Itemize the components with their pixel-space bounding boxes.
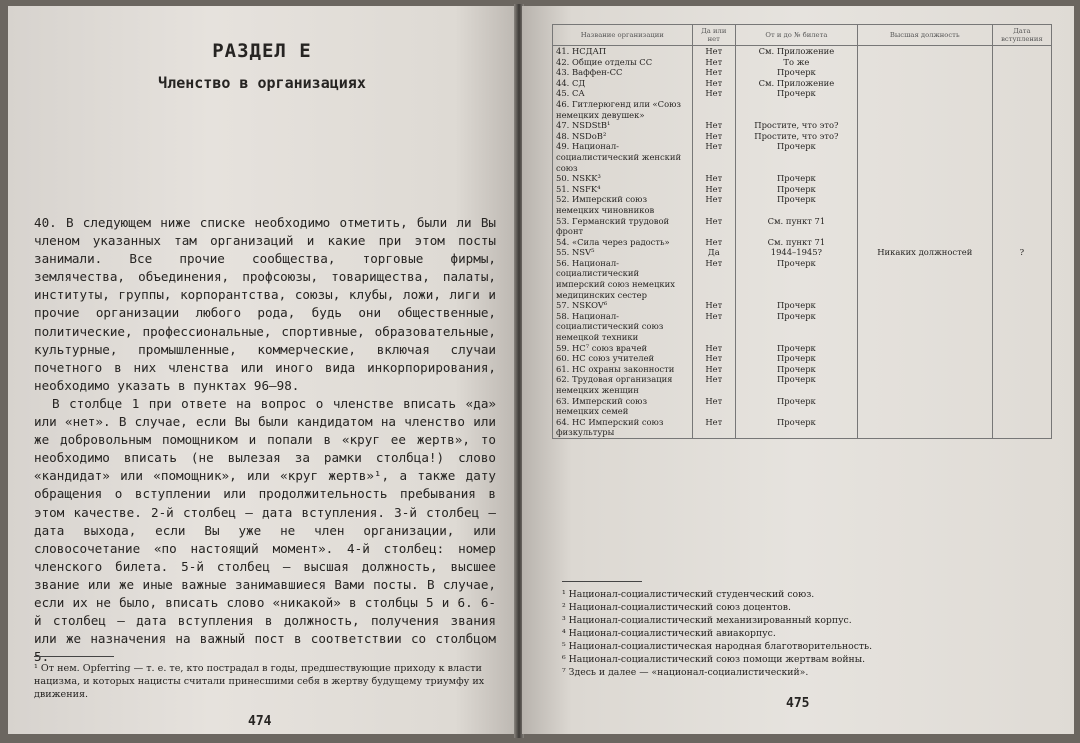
ticket-cell: См. Приложение xyxy=(736,46,858,57)
yes-no-cell: Нет xyxy=(692,57,736,68)
header-post: Высшая должность xyxy=(857,25,992,46)
table-row xyxy=(553,173,1052,184)
date-cell xyxy=(992,353,1051,364)
table-row xyxy=(553,99,1052,120)
yes-no-cell xyxy=(692,99,736,120)
table-row xyxy=(553,67,1052,78)
ticket-cell: Прочерк xyxy=(736,300,858,311)
yes-no-cell: Нет xyxy=(692,88,736,99)
date-cell xyxy=(992,417,1051,439)
post-cell xyxy=(857,258,992,300)
ticket-cell: Прочерк xyxy=(736,67,858,78)
footnotes xyxy=(562,588,1042,679)
table-row xyxy=(553,247,1052,258)
post-cell xyxy=(857,57,992,68)
org-name-cell: 63. Имперский союз немецких семей xyxy=(553,396,693,417)
org-name-cell: 54. «Сила через радость» xyxy=(553,237,693,248)
table-row xyxy=(553,396,1052,417)
yes-no-cell: Нет xyxy=(692,417,736,439)
yes-no-cell: Нет xyxy=(692,258,736,300)
post-cell xyxy=(857,364,992,375)
footnotes-divider xyxy=(562,581,642,582)
post-cell xyxy=(857,184,992,195)
body-text xyxy=(34,214,496,666)
post-cell xyxy=(857,417,992,439)
org-name-cell: 62. Трудовая организация немецких женщин xyxy=(553,374,693,395)
page-number-left: 474 xyxy=(248,714,272,729)
org-name-cell: 60. НС союз учителей xyxy=(553,353,693,364)
yes-no-cell: Да xyxy=(692,247,736,258)
yes-no-cell: Нет xyxy=(692,237,736,248)
ticket-cell: Прочерк xyxy=(736,194,858,215)
footnote: ¹ От нем. Opferring — т. е. те, кто пострадал в годы, предшествующие приходу к власти нацизма, и которых нацисты считали принесшими себя в жертву будущему триумфу их движения. xyxy=(34,663,485,700)
ticket-cell: Прочерк xyxy=(736,184,858,195)
table-row xyxy=(553,57,1052,68)
post-cell xyxy=(857,173,992,184)
ticket-cell: Прочерк xyxy=(736,311,858,343)
org-name-cell: 47. NSDStB¹ xyxy=(553,120,693,131)
yes-no-cell: Нет xyxy=(692,353,736,364)
post-cell xyxy=(857,374,992,395)
date-cell xyxy=(992,141,1051,173)
date-cell xyxy=(992,343,1051,354)
page-number-right: 475 xyxy=(786,696,810,711)
yes-no-cell: Нет xyxy=(692,364,736,375)
ticket-cell: Прочерк xyxy=(736,343,858,354)
yes-no-cell: Нет xyxy=(692,131,736,142)
org-name-cell: 58. Национал-социалистический союз немецкой техники xyxy=(553,311,693,343)
yes-no-cell: Нет xyxy=(692,67,736,78)
post-cell xyxy=(857,46,992,57)
table-row xyxy=(553,194,1052,215)
header-name: Название организации xyxy=(553,25,693,46)
yes-no-cell: Нет xyxy=(692,374,736,395)
date-cell xyxy=(992,300,1051,311)
org-name-cell: 51. NSFK⁴ xyxy=(553,184,693,195)
ticket-cell: Прочерк xyxy=(736,353,858,364)
yes-no-cell: Нет xyxy=(692,194,736,215)
table-header-row xyxy=(553,25,1052,46)
yes-no-cell: Нет xyxy=(692,216,736,237)
post-cell xyxy=(857,67,992,78)
footnote-item: ³ Национал-социалистический механизированный корпус. xyxy=(562,615,852,626)
yes-no-cell: Нет xyxy=(692,46,736,57)
date-cell xyxy=(992,120,1051,131)
date-cell xyxy=(992,67,1051,78)
ticket-cell: См. пункт 71 xyxy=(736,216,858,237)
left-page xyxy=(8,6,516,734)
ticket-cell: Простите, что это? xyxy=(736,131,858,142)
footnote-item: ⁷ Здесь и далее — «национал-социалистический». xyxy=(562,667,809,678)
yes-no-cell: Нет xyxy=(692,184,736,195)
org-name-cell: 64. НС Имперский союз физкультуры xyxy=(553,417,693,439)
org-name-cell: 50. NSKK³ xyxy=(553,173,693,184)
org-name-cell: 59. НС⁷ союз врачей xyxy=(553,343,693,354)
table-row xyxy=(553,216,1052,237)
ticket-cell: То же xyxy=(736,57,858,68)
date-cell xyxy=(992,194,1051,215)
yes-no-cell: Нет xyxy=(692,300,736,311)
header-date: Дата вступления xyxy=(992,25,1051,46)
date-cell xyxy=(992,173,1051,184)
date-cell xyxy=(992,131,1051,142)
ticket-cell: Простите, что это? xyxy=(736,120,858,131)
footnote-item: ⁵ Национал-социалистическая народная благотворительность. xyxy=(562,641,873,652)
post-cell xyxy=(857,343,992,354)
table-row xyxy=(553,237,1052,248)
date-cell xyxy=(992,57,1051,68)
date-cell xyxy=(992,237,1051,248)
table-row xyxy=(553,364,1052,375)
org-name-cell: 41. НСДАП xyxy=(553,46,693,57)
table-row xyxy=(553,417,1052,439)
ticket-cell: 1944–1945? xyxy=(736,247,858,258)
post-cell xyxy=(857,141,992,173)
table-row xyxy=(553,343,1052,354)
table-row xyxy=(553,46,1052,57)
yes-no-cell: Нет xyxy=(692,396,736,417)
date-cell xyxy=(992,258,1051,300)
org-name-cell: 53. Германский трудовой фронт xyxy=(553,216,693,237)
yes-no-cell: Нет xyxy=(692,141,736,173)
ticket-cell: Прочерк xyxy=(736,258,858,300)
ticket-cell xyxy=(736,99,858,120)
yes-no-cell: Нет xyxy=(692,78,736,89)
organizations-table xyxy=(552,24,1052,439)
date-cell xyxy=(992,99,1051,120)
table-row xyxy=(553,353,1052,364)
section-title: РАЗДЕЛ Е xyxy=(212,40,312,62)
table-row xyxy=(553,311,1052,343)
table-row xyxy=(553,120,1052,131)
post-cell xyxy=(857,216,992,237)
footnote-divider xyxy=(34,656,114,657)
org-name-cell: 44. СД xyxy=(553,78,693,89)
yes-no-cell: Нет xyxy=(692,343,736,354)
post-cell xyxy=(857,120,992,131)
table-row xyxy=(553,88,1052,99)
date-cell xyxy=(992,396,1051,417)
ticket-cell: Прочерк xyxy=(736,396,858,417)
paragraph-1: 40. В следующем ниже списке необходимо отметить, были ли Вы членом указанных там организаций и какие при этом посты занимали. Все прочие сообщества, торговые фирмы, землячества, объединения, профсоюзы, товарищества, палаты, институты, группы, корпорантства, союзы, клубы, ложи, лиги и прочие организации любого рода, будь они общественные, политические, профессиональные, спортивные, образовательные, культурные, промышленные, коммерческие, включая случаи почетного в них членства или иного вида инкорпорирования, необходимо указать в пунктах 96–98. xyxy=(34,215,496,393)
ticket-cell: См. пункт 71 xyxy=(736,237,858,248)
date-cell xyxy=(992,46,1051,57)
org-name-cell: 57. NSKOV⁶ xyxy=(553,300,693,311)
post-cell xyxy=(857,99,992,120)
table-row xyxy=(553,184,1052,195)
org-name-cell: 46. Гитлерюгенд или «Союз немецких девушек» xyxy=(553,99,693,120)
ticket-cell: Прочерк xyxy=(736,417,858,439)
yes-no-cell: Нет xyxy=(692,120,736,131)
header-yes-no: Да или нет xyxy=(692,25,736,46)
org-name-cell: 43. Ваффен-СС xyxy=(553,67,693,78)
table-row xyxy=(553,258,1052,300)
section-subtitle: Членство в организациях xyxy=(158,74,366,92)
date-cell xyxy=(992,88,1051,99)
right-page xyxy=(522,6,1074,734)
date-cell xyxy=(992,184,1051,195)
post-cell xyxy=(857,396,992,417)
org-name-cell: 48. NSDoB² xyxy=(553,131,693,142)
footnote-item: ² Национал-социалистический союз доцентов. xyxy=(562,602,791,613)
date-cell xyxy=(992,374,1051,395)
paragraph-2: В столбце 1 при ответе на вопрос о членстве вписать «да» или «нет». В случае, если Вы были кандидатом на членство или же добровольным помощником и попали в «круг ее жертв», то необходимо вписать (не вылезая за рамки столбца!) слово «кандидат» или «помощник», или «круг жертв»¹, а также дату обращения о вступлении или продолжительность пребывания в этом качестве. 2-й столбец — дата вступления. 3-й столбец — дата выхода, если Вы уже не член организации, или словосочетание «по настоящий момент». 4-й столбец: номер членского билета. 5-й столбец — высшая должность, высшее звание или же иные важные занимавшиеся Вами посты. В случае, если их не было, вписать слово «никакой» в столбцы 5 и 6. 6-й столбец — дата вступления в должность, получения звания или же назначения на важный пост в соответствии со столбцом 5. xyxy=(34,395,496,665)
table-row xyxy=(553,131,1052,142)
table-row xyxy=(553,141,1052,173)
org-name-cell: 45. СА xyxy=(553,88,693,99)
ticket-cell: Прочерк xyxy=(736,141,858,173)
table-row xyxy=(553,78,1052,89)
footnote-item: ⁴ Национал-социалистический авиакорпус. xyxy=(562,628,776,639)
table-row xyxy=(553,374,1052,395)
org-name-cell: 52. Имперский союз немецких чиновников xyxy=(553,194,693,215)
date-cell xyxy=(992,311,1051,343)
org-name-cell: 42. Общие отделы СС xyxy=(553,57,693,68)
footnote-item: ⁶ Национал-социалистический союз помощи жертвам войны. xyxy=(562,654,866,665)
post-cell: Никаких должностей xyxy=(857,247,992,258)
header-ticket: От и до № билета xyxy=(736,25,858,46)
ticket-cell: Прочерк xyxy=(736,88,858,99)
post-cell xyxy=(857,131,992,142)
table-row xyxy=(553,300,1052,311)
post-cell xyxy=(857,88,992,99)
footnote-item: ¹ Национал-социалистический студенческий союз. xyxy=(562,589,815,600)
post-cell xyxy=(857,78,992,89)
ticket-cell: Прочерк xyxy=(736,374,858,395)
date-cell: ? xyxy=(992,247,1051,258)
ticket-cell: Прочерк xyxy=(736,364,858,375)
post-cell xyxy=(857,311,992,343)
post-cell xyxy=(857,353,992,364)
date-cell xyxy=(992,78,1051,89)
table-body xyxy=(553,46,1052,439)
post-cell xyxy=(857,194,992,215)
org-name-cell: 55. NSV⁵ xyxy=(553,247,693,258)
post-cell xyxy=(857,237,992,248)
org-name-cell: 49. Национал-социалистический женский союз xyxy=(553,141,693,173)
yes-no-cell: Нет xyxy=(692,311,736,343)
org-name-cell: 61. НС охраны законности xyxy=(553,364,693,375)
ticket-cell: См. Приложение xyxy=(736,78,858,89)
org-name-cell: 56. Национал-социалистический имперский союз немецких медицинских сестер xyxy=(553,258,693,300)
date-cell xyxy=(992,216,1051,237)
post-cell xyxy=(857,300,992,311)
date-cell xyxy=(992,364,1051,375)
yes-no-cell: Нет xyxy=(692,173,736,184)
ticket-cell: Прочерк xyxy=(736,173,858,184)
